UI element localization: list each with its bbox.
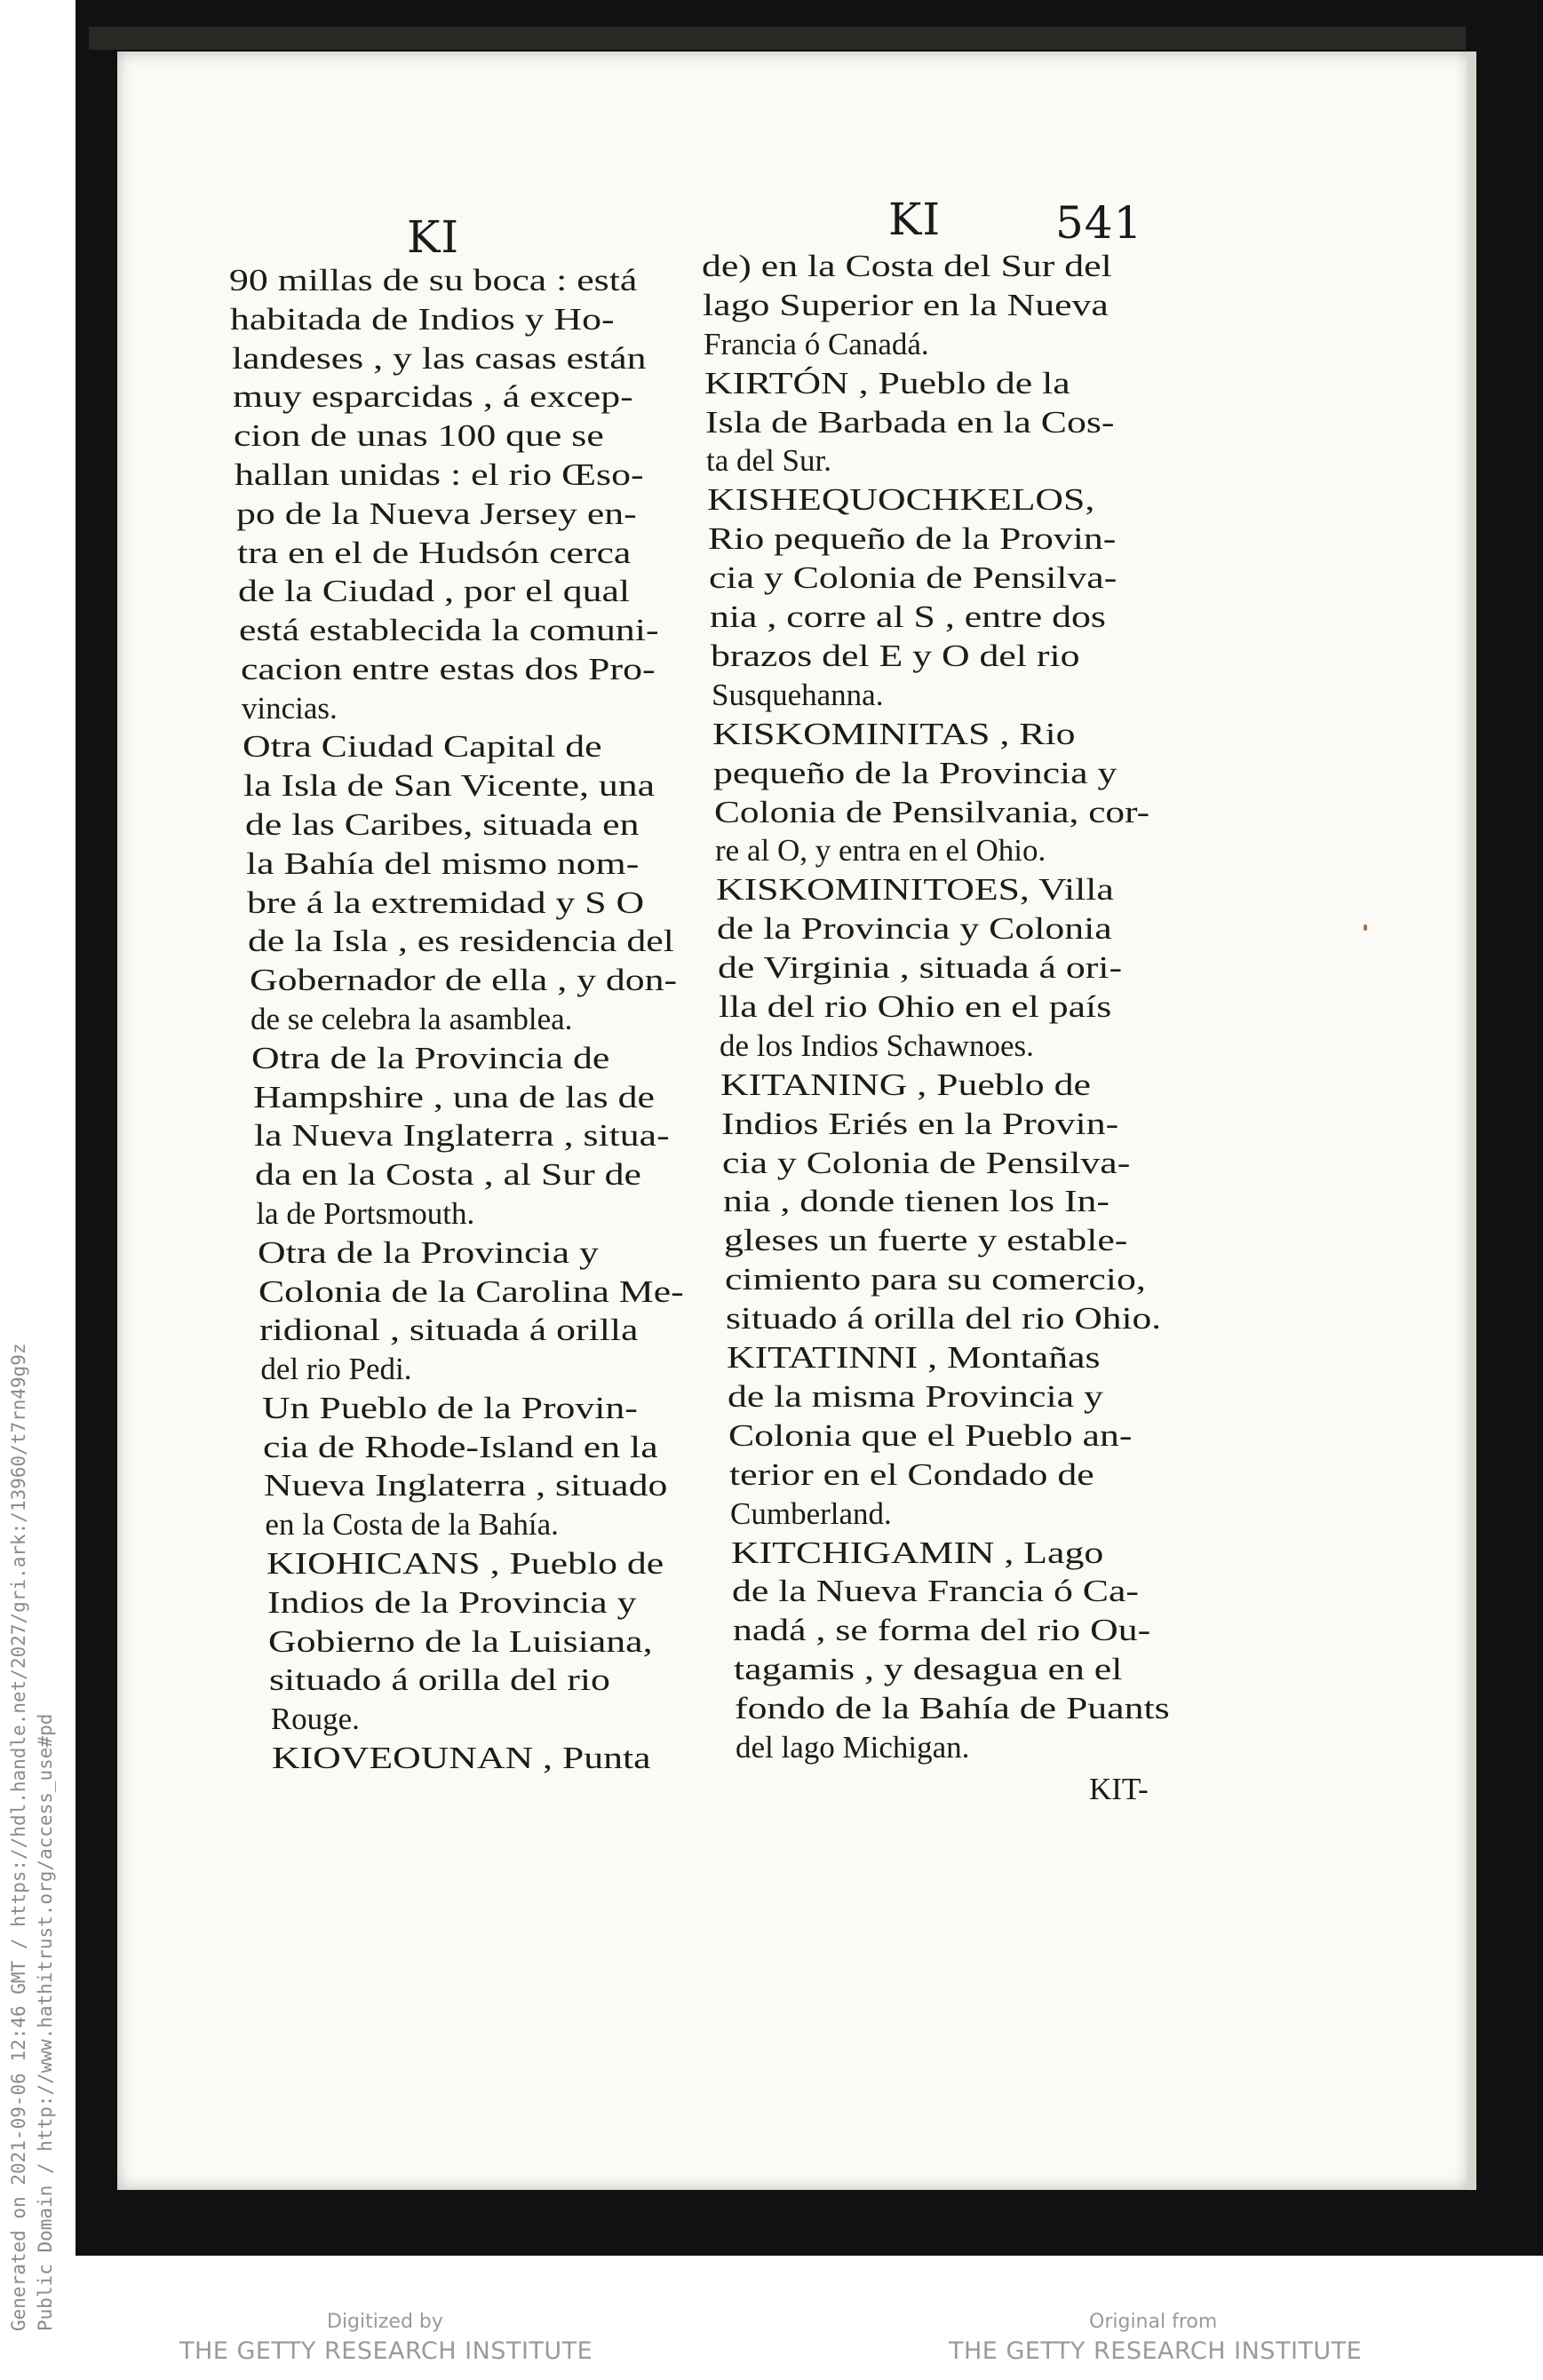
left-column-line: 90 millas de su boca : está bbox=[229, 263, 638, 298]
left-column-line: Nueva Inglaterra , situado bbox=[264, 1468, 668, 1503]
left-column-line: está establecida la comuni- bbox=[239, 613, 659, 648]
left-column-line: da en la Costa , al Sur de bbox=[255, 1157, 642, 1193]
left-column-line: tra en el de Hudsón cerca bbox=[236, 535, 632, 570]
left-column-line: KIOVEOUNAN , Punta bbox=[272, 1741, 651, 1775]
right-column-line: Isla de Barbada en la Cos- bbox=[705, 404, 1115, 440]
right-column-line: KIRTÓN , Pueblo de la bbox=[704, 365, 1070, 401]
page-number: 541 bbox=[1055, 197, 1143, 249]
left-column-line: Hampshire , una de las de bbox=[252, 1079, 655, 1115]
right-column-line: Colonia que el Pueblo an- bbox=[728, 1417, 1133, 1453]
right-column-line: KISHEQUOCHKELOS, bbox=[707, 482, 1095, 518]
right-column-line: de los Indios Schawnoes. bbox=[720, 1027, 1034, 1063]
left-column-line: situado á orilla del rio bbox=[269, 1662, 611, 1698]
left-column-line: Indios de la Provincia y bbox=[266, 1584, 637, 1620]
right-column-line: Rio pequeño de la Provin- bbox=[708, 521, 1117, 557]
right-column-line: situado á orilla del rio Ohio. bbox=[726, 1301, 1162, 1337]
right-column-line: gleses un fuerte y estable- bbox=[724, 1223, 1128, 1258]
left-column-line: de la Ciudad , por el qual bbox=[238, 574, 631, 609]
right-column-line: terior en el Condado de bbox=[729, 1456, 1094, 1492]
left-column-line: la Nueva Inglaterra , situa- bbox=[253, 1118, 670, 1154]
left-column-line: la Bahía del mismo nom- bbox=[245, 845, 640, 881]
footer-digitized-institution: THE GETTY RESEARCH INSTITUTE bbox=[179, 2337, 593, 2365]
right-column-line: de la Provincia y Colonia bbox=[717, 911, 1112, 947]
left-column-line: la de Portsmouth. bbox=[256, 1195, 475, 1231]
footer-original-institution: THE GETTY RESEARCH INSTITUTE bbox=[949, 2337, 1363, 2365]
right-column-line: KITCHIGAMIN , Lago bbox=[731, 1535, 1104, 1570]
right-column-line: lla del rio Ohio en el país bbox=[719, 989, 1112, 1024]
right-column-line: Indios Eriés en la Provin- bbox=[721, 1106, 1119, 1141]
left-column-line: Un Pueblo de la Provin- bbox=[261, 1390, 638, 1425]
left-column-line: Rouge. bbox=[270, 1702, 360, 1737]
left-column-line: del rio Pedi. bbox=[260, 1352, 412, 1387]
left-column-line: de las Caribes, situada en bbox=[244, 807, 640, 843]
page-edge bbox=[1467, 52, 1476, 2190]
right-column-line: nia , corre al S , entre dos bbox=[710, 599, 1106, 635]
running-head-left: KI bbox=[407, 211, 460, 263]
right-column-line: brazos del E y O del rio bbox=[711, 638, 1080, 673]
left-column-line: vincias. bbox=[241, 690, 338, 726]
right-column-line: fondo de la Bahía de Puants bbox=[735, 1691, 1170, 1726]
right-column-line: nia , donde tienen los In- bbox=[723, 1184, 1110, 1219]
right-column-line: tagamis , y desagua en el bbox=[734, 1652, 1123, 1687]
right-column-line: cia y Colonia de Pensilva- bbox=[709, 560, 1117, 596]
left-column-line: Otra de la Provincia y bbox=[257, 1234, 599, 1270]
right-column-line: nadá , se forma del rio Ou- bbox=[733, 1613, 1151, 1648]
right-column-line: KISKOMINITOES, Villa bbox=[716, 872, 1114, 908]
left-column-line: muy esparcidas , á excep- bbox=[232, 379, 633, 415]
left-column-line: Gobernador de ella , y don- bbox=[249, 963, 677, 998]
right-column-line: Susquehanna. bbox=[712, 677, 884, 712]
left-column-line: Otra Ciudad Capital de bbox=[243, 729, 602, 765]
left-column-line: de se celebra la asamblea. bbox=[251, 1002, 573, 1036]
page-speck bbox=[1364, 924, 1367, 931]
left-column-line: po de la Nueva Jersey en- bbox=[235, 496, 637, 531]
running-head-center: KI bbox=[888, 194, 942, 245]
left-column-line: bre á la extremidad y S O bbox=[247, 885, 645, 920]
right-column-line: KISKOMINITAS , Rio bbox=[712, 716, 1076, 751]
right-column-line: de Virginia , situada á ori- bbox=[718, 950, 1123, 986]
left-column-line: cia de Rhode-Island en la bbox=[262, 1429, 658, 1464]
footer-digitized-label: Digitized by bbox=[327, 2311, 443, 2333]
left-column-line: Otra de la Provincia de bbox=[251, 1040, 610, 1075]
left-column-line: en la Costa de la Bahía. bbox=[265, 1507, 559, 1543]
stamp-generated-line: Generated on 2021-09-06 12:46 GMT / https://hdl.handle.net/2027/gri.ark:/13960/t7rn49g9z bbox=[8, 1343, 29, 2331]
left-column-line: cacion entre estas dos Pro- bbox=[240, 651, 656, 686]
right-column-line: de la misma Provincia y bbox=[728, 1378, 1103, 1414]
right-column-line: re al O, y entra en el Ohio. bbox=[715, 833, 1046, 869]
right-column-line: KITATINNI , Montañas bbox=[727, 1340, 1101, 1376]
left-column-line: ridional , situada á orilla bbox=[259, 1313, 639, 1348]
left-column-line: cion de unas 100 que se bbox=[234, 418, 604, 454]
right-column-line: cimiento para su comercio, bbox=[725, 1262, 1146, 1297]
left-column-line: la Isla de San Vicente, una bbox=[243, 768, 656, 804]
right-column-line: Colonia de Pensilvania, cor- bbox=[714, 794, 1150, 829]
left-column-line: landeses , y las casas están bbox=[231, 340, 647, 376]
catchword: KIT- bbox=[1089, 1772, 1149, 1806]
right-column-line: del lago Michigan. bbox=[736, 1730, 970, 1765]
right-column-line: ta del Sur. bbox=[706, 443, 831, 479]
right-column-line: de) en la Costa del Sur del bbox=[702, 249, 1112, 283]
right-column-line: pequeño de la Provincia y bbox=[713, 755, 1117, 790]
hathitrust-stamp bbox=[5, 1343, 59, 2331]
left-column-line: Gobierno de la Luisiana, bbox=[268, 1623, 653, 1659]
right-column-line: lago Superior en la Nueva bbox=[703, 287, 1109, 322]
right-column-line: cia y Colonia de Pensilva- bbox=[722, 1145, 1131, 1180]
right-column-line: de la Nueva Francia ó Ca- bbox=[732, 1574, 1139, 1609]
left-column-line: KIOHICANS , Pueblo de bbox=[266, 1546, 664, 1582]
stamp-rights-line: Public Domain / http://www.hathitrust.org/access_use#pd bbox=[35, 1713, 56, 2331]
right-column-line: Francia ó Canadá. bbox=[704, 326, 929, 361]
left-column-line: hallan unidas : el rio Œso- bbox=[235, 456, 644, 492]
footer-original-label: Original from bbox=[1089, 2311, 1218, 2333]
left-column-line: de la Isla , es residencia del bbox=[248, 924, 675, 959]
left-column-line: habitada de Indios y Ho- bbox=[230, 301, 615, 337]
left-column-line: Colonia de la Carolina Me- bbox=[258, 1273, 684, 1309]
right-column-line: KITANING , Pueblo de bbox=[720, 1067, 1091, 1102]
right-column-line: Cumberland. bbox=[730, 1495, 892, 1531]
scan-top-strip bbox=[89, 27, 1466, 50]
